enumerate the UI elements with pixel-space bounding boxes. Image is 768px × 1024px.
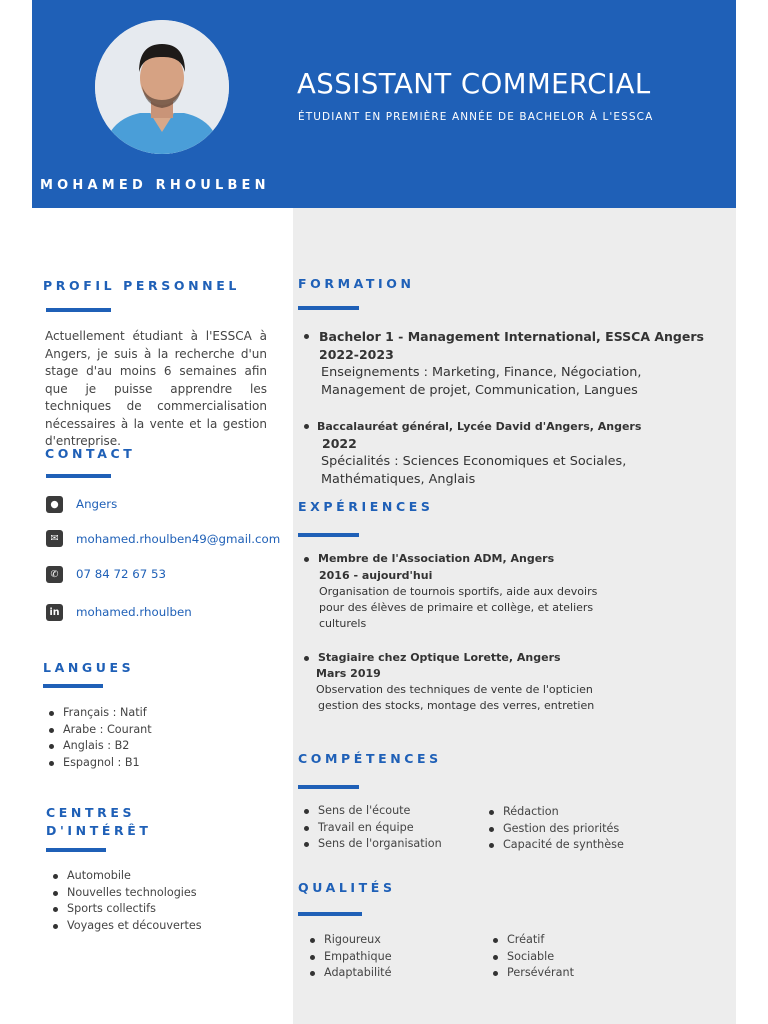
experience-title-1: Membre de l'Association ADM, Angers: [318, 552, 555, 565]
list-item: Rédaction: [487, 804, 624, 821]
profil-divider: [46, 308, 111, 312]
list-item: Espagnol : B1: [47, 755, 152, 772]
list-item: Travail en équipe: [302, 820, 442, 837]
job-subtitle: ÉTUDIANT EN PREMIÈRE ANNÉE DE BACHELOR À L'ESSCA: [298, 111, 654, 123]
langues-divider: [43, 684, 103, 688]
interets-heading-line2: D'INTÉRÊT: [46, 823, 152, 838]
profil-heading: PROFIL PERSONNEL: [43, 278, 240, 293]
interets-divider: [46, 848, 106, 852]
list-item: Automobile: [51, 868, 202, 885]
bullet: [304, 557, 309, 562]
experience-date-1: 2016 - aujourd'hui: [319, 569, 433, 582]
contact-linkedin-link[interactable]: mohamed.rhoulben: [76, 605, 192, 619]
experience-detail-1a: Organisation de tournois sportifs, aide aux devoirs: [319, 585, 598, 598]
linkedin-icon: in: [46, 604, 63, 621]
list-item: Français : Natif: [47, 705, 152, 722]
list-item: Créatif: [491, 932, 574, 949]
competences-heading: COMPÉTENCES: [298, 751, 442, 766]
list-item: Voyages et découvertes: [51, 918, 202, 935]
profile-photo: [95, 20, 229, 154]
contact-email-link[interactable]: mohamed.rhoulben49@gmail.com: [76, 532, 281, 546]
phone-icon: ✆: [46, 566, 63, 583]
candidate-name: MOHAMED RHOULBEN: [40, 178, 270, 193]
list-item: Sens de l'organisation: [302, 836, 442, 853]
qualites-heading: QUALITÉS: [298, 880, 396, 895]
competences-list-col1: [302, 803, 442, 853]
formation-detail-2b: Mathématiques, Anglais: [321, 472, 476, 487]
experience-detail-2a: Observation des techniques de vente de l'opticien: [316, 683, 593, 696]
interets-list: [51, 868, 202, 934]
location-icon: ●: [46, 496, 63, 513]
bullet: [304, 424, 309, 429]
job-title: ASSISTANT COMMERCIAL: [297, 68, 651, 100]
bullet: [304, 334, 309, 339]
langues-list: [47, 705, 152, 771]
interets-heading-line1: CENTRES: [46, 805, 136, 820]
experience-detail-2b: gestion des stocks, montage des verres, entretien: [318, 699, 595, 712]
qualites-list-col1: [308, 932, 392, 982]
experiences-heading: EXPÉRIENCES: [298, 499, 434, 514]
formation-detail-1a: Enseignements : Marketing, Finance, Négociation,: [321, 365, 642, 380]
profil-text: Actuellement étudiant à l'ESSCA à Angers, je suis à la recherche d'un stage d'au moins 6 semaines afin que je puisse apprendre les techniques de commercialisation nécessaires à la vente et la gestion d'entreprise.: [45, 329, 267, 448]
list-item: Arabe : Courant: [47, 722, 152, 739]
formation-title-1: Bachelor 1 - Management International, ESSCA Angers: [319, 329, 704, 344]
list-item: Empathique: [308, 949, 392, 966]
experiences-divider: [298, 533, 359, 537]
contact-phone-link[interactable]: 07 84 72 67 53: [76, 567, 167, 581]
competences-divider: [298, 785, 359, 789]
list-item: Anglais : B2: [47, 738, 152, 755]
list-item: Nouvelles technologies: [51, 885, 202, 902]
competences-list-col2: [487, 804, 624, 854]
contact-city: Angers: [76, 497, 118, 511]
formation-title-2: Baccalauréat général, Lycée David d'Angers, Angers: [317, 420, 642, 433]
list-item: Rigoureux: [308, 932, 392, 949]
person-icon: [95, 20, 229, 154]
formation-heading: FORMATION: [298, 276, 415, 291]
contact-heading: CONTACT: [45, 446, 136, 461]
list-item: Gestion des priorités: [487, 821, 624, 838]
formation-divider: [298, 306, 359, 310]
experience-title-2: Stagiaire chez Optique Lorette, Angers: [318, 651, 561, 664]
formation-detail-2a: Spécialités : Sciences Economiques et Sociales,: [321, 454, 627, 469]
experience-date-2: Mars 2019: [316, 667, 381, 680]
list-item: Sens de l'écoute: [302, 803, 442, 820]
formation-detail-1b: Management de projet, Communication, Langues: [321, 383, 638, 398]
qualites-list-col2: [491, 932, 574, 982]
formation-date-2: 2022: [322, 436, 357, 451]
experience-detail-1c: culturels: [319, 617, 367, 630]
qualites-divider: [298, 912, 362, 916]
list-item: Adaptabilité: [308, 965, 392, 982]
email-icon: ✉: [46, 530, 63, 547]
langues-heading: LANGUES: [43, 660, 135, 675]
list-item: Sociable: [491, 949, 574, 966]
list-item: Persévérant: [491, 965, 574, 982]
bullet: [304, 656, 309, 661]
experience-detail-1b: pour des élèves de primaire et collège, et ateliers: [319, 601, 594, 614]
list-item: Sports collectifs: [51, 901, 202, 918]
formation-date-1: 2022-2023: [319, 347, 394, 362]
contact-divider: [46, 474, 111, 478]
list-item: Capacité de synthèse: [487, 837, 624, 854]
